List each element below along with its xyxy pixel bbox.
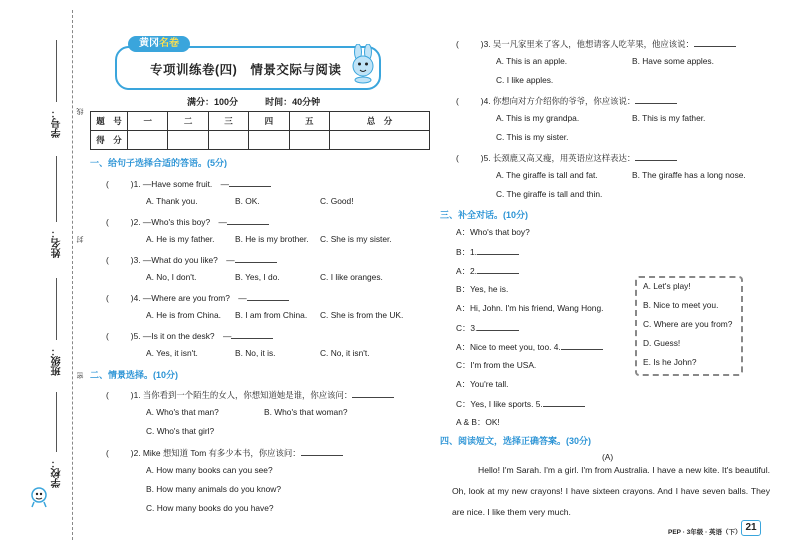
label-name: 姓名：: [52, 228, 63, 258]
section-2-title: 二、情景选择。(10分): [90, 370, 179, 380]
option: A. Who's that man?: [146, 407, 219, 417]
margin-char-mi: 密: [77, 372, 84, 379]
dialogue-option: E. Is he John?: [643, 357, 697, 367]
option: B. No, it is.: [235, 348, 276, 358]
answer-blank[interactable]: [301, 446, 343, 456]
passage-label: (A): [602, 452, 614, 462]
dialogue-line: A：Hi, John. I'm his friend, Wang Hong.: [456, 303, 604, 313]
score-cell: 三: [208, 112, 248, 131]
answer-blank[interactable]: [247, 291, 289, 301]
label-class: 班级：: [52, 346, 63, 376]
margin-char-feng: 封: [77, 236, 84, 243]
option: C. No, it isn't.: [320, 348, 370, 358]
option: A. The giraffe is tall and fat.: [496, 170, 598, 180]
label-student-number: 学号：: [52, 108, 63, 138]
answer-blank[interactable]: [231, 329, 273, 339]
answer-blank[interactable]: [477, 264, 519, 274]
option: B. The giraffe has a long nose.: [632, 170, 746, 180]
answer-blank[interactable]: [543, 397, 585, 407]
score-input-cell[interactable]: [128, 131, 168, 150]
reading-passage: Hello! I'm Sarah. I'm a girl. I'm from Australia. I have a new kite. It's beautiful. Oh, look at my new crayons! I have sixteen crayons. And I have seven balls. They are nice. I like them very much.: [452, 465, 770, 517]
question-1-1: ( )1. —Have some fruit. —: [106, 177, 271, 190]
class-line: [56, 278, 57, 340]
option: A. This is my grandpa.: [496, 113, 580, 123]
dialogue-line: C：3.: [456, 321, 519, 334]
dialogue-line: B：1.: [456, 245, 519, 258]
option: B. OK.: [235, 196, 260, 206]
paperclip-mascot-icon: [28, 486, 50, 508]
score-cell: 四: [249, 112, 289, 131]
question-2-1: ( )1. 当你看到一个陌生的女人，你想知道她是谁，你应该问：: [106, 388, 394, 401]
score-table-header-row: [91, 112, 430, 131]
option: A. He is from China.: [146, 310, 221, 320]
answer-blank[interactable]: [227, 215, 269, 225]
dialogue-option: C. Where are you from?: [643, 319, 733, 329]
dialogue-line: A：2.: [456, 264, 519, 277]
option: C. How many books do you have?: [146, 503, 274, 513]
option: B. Who's that woman?: [264, 407, 348, 417]
student-number-line: [56, 40, 57, 102]
dialogue-line: C：I'm from the USA.: [456, 360, 537, 370]
score-input-cell[interactable]: [208, 131, 248, 150]
brand-logo: 黄冈名卷: [128, 36, 190, 52]
score-cell: 题 号: [91, 112, 128, 131]
question-1-4: ( )4. —Where are you from? —: [106, 291, 289, 304]
score-input-cell[interactable]: [329, 131, 429, 150]
question-2-5: ( )5. 长颈鹿又高又瘦，用英语应这样表达：: [456, 151, 677, 164]
dialogue-line: A：Who's that boy?: [456, 227, 530, 237]
option: A. How many books can you see?: [146, 465, 273, 475]
dialogue-line: B：Yes, he is.: [456, 284, 509, 294]
question-2-2: ( )2. Mike 想知道 Tom 有多少本书，你应该问：: [106, 446, 343, 459]
answer-blank[interactable]: [477, 245, 519, 255]
section-3-title: 三、补全对话。(10分): [440, 210, 529, 220]
score-input-cell[interactable]: [168, 131, 208, 150]
dialogue-line: A：You're tall.: [456, 379, 509, 389]
exam-meta: [187, 95, 320, 108]
answer-blank[interactable]: [477, 321, 519, 331]
question-1-5: ( )5. —Is it on the desk? —: [106, 329, 273, 342]
option: B. This is my father.: [632, 113, 706, 123]
option: A. He is my father.: [146, 234, 215, 244]
option: B. Yes, I do.: [235, 272, 280, 282]
rabbit-mascot-icon: [345, 44, 381, 84]
score-table-score-row: [91, 131, 430, 150]
question-1-3: ( )3. —What do you like? —: [106, 253, 277, 266]
option: B. How many animals do you know?: [146, 484, 281, 494]
dialogue-line: A：Nice to meet you, too. 4.: [456, 340, 603, 353]
dialogue-option: A. Let's play!: [643, 281, 691, 291]
option: C. She is my sister.: [320, 234, 392, 244]
answer-blank[interactable]: [635, 94, 677, 104]
section-1-title: 一、给句子选择合适的答语。(5分): [90, 158, 228, 168]
option: A. No, I don't.: [146, 272, 197, 282]
option: A. Thank you.: [146, 196, 198, 206]
option: C. I like oranges.: [320, 272, 383, 282]
margin-char-xian: 线: [77, 108, 84, 115]
section-4-title: 四、阅读短文，选择正确答案。(30分): [440, 436, 592, 446]
page-number: 21: [741, 520, 761, 536]
answer-blank[interactable]: [694, 37, 736, 47]
time-limit: 时间：40分钟: [265, 97, 321, 107]
answer-blank[interactable]: [352, 388, 394, 398]
option: B. Have some apples.: [632, 56, 714, 66]
option: C. This is my sister.: [496, 132, 569, 142]
question-2-4: ( )4. 你想向对方介绍你的爷爷，你应该说：: [456, 94, 677, 107]
option: C. The giraffe is tall and thin.: [496, 189, 603, 199]
option: C. She is from the UK.: [320, 310, 404, 320]
option: B. I am from China.: [235, 310, 308, 320]
school-line: [56, 392, 57, 452]
dialogue-line: A & B：OK!: [456, 417, 500, 427]
score-input-cell[interactable]: [249, 131, 289, 150]
full-score: 满分：100分: [187, 97, 239, 107]
dialogue-option: B. Nice to meet you.: [643, 300, 719, 310]
footer-text: PEP · 3年级 · 英语（下）: [668, 529, 742, 536]
answer-blank[interactable]: [229, 177, 271, 187]
binding-dashed-line: [72, 10, 73, 540]
score-cell: 二: [168, 112, 208, 131]
question-2-3: ( )3. 吴一凡家里来了客人，他想请客人吃苹果，他应该说：: [456, 37, 736, 50]
answer-blank[interactable]: [635, 151, 677, 161]
score-cell: 一: [128, 112, 168, 131]
score-input-cell[interactable]: [289, 131, 329, 150]
option: B. He is my brother.: [235, 234, 309, 244]
name-line: [56, 156, 57, 222]
option: C. I like apples.: [496, 75, 554, 85]
question-1-2: ( )2. —Who's this boy? —: [106, 215, 269, 228]
option: C. Good!: [320, 196, 354, 206]
dialogue-option: D. Guess!: [643, 338, 681, 348]
page-title: 专项训练卷(四) 情景交际与阅读: [150, 63, 342, 77]
answer-blank[interactable]: [561, 340, 603, 350]
answer-blank[interactable]: [235, 253, 277, 263]
score-cell: 得 分: [91, 131, 128, 150]
option: A. This is an apple.: [496, 56, 568, 66]
label-school: 学校：: [52, 458, 63, 488]
option: A. Yes, it isn't.: [146, 348, 198, 358]
dialogue-line: C：Yes, I like sports. 5.: [456, 397, 585, 410]
score-cell: 五: [289, 112, 329, 131]
dialogue-options-box: [635, 276, 743, 376]
score-table: [90, 111, 430, 150]
score-cell: 总 分: [329, 112, 429, 131]
option: C. Who's that girl?: [146, 426, 215, 436]
